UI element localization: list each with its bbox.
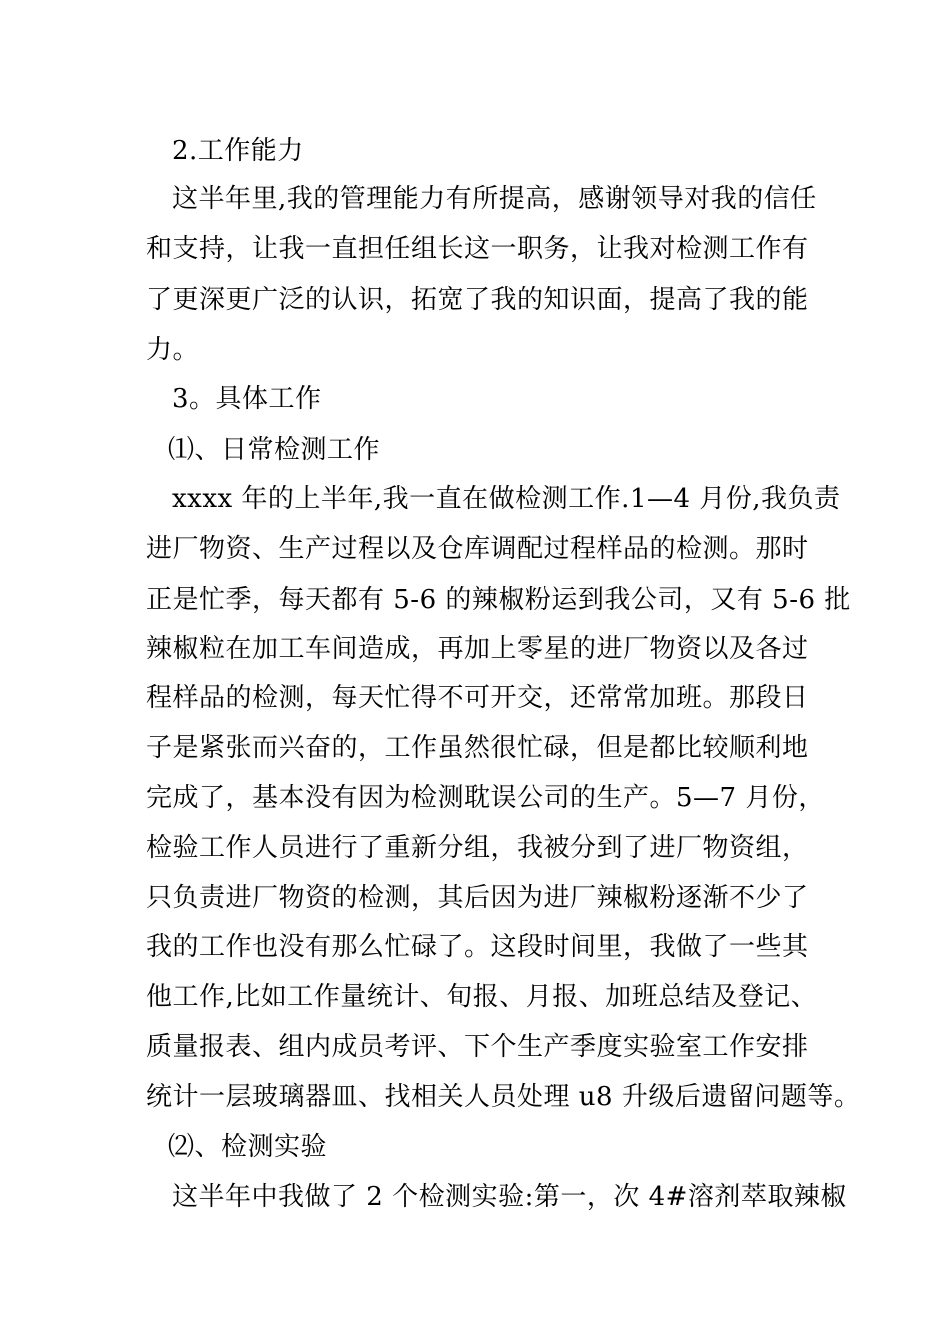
- paragraph-line: xxxx 年的上半年,我一直在做检测工作.1—4 月份,我负责: [172, 484, 841, 514]
- paragraph-line: 程样品的检测，每天忙得不可开交，还常常加班。那段日: [146, 683, 809, 713]
- paragraph-line: 力。: [146, 335, 200, 365]
- paragraph-line: 只负责进厂物资的检测，其后因为进厂辣椒粉逐渐不少了: [146, 883, 809, 913]
- paragraph-line: 了更深更广泛的认识，拓宽了我的知识面，提高了我的能: [146, 285, 809, 315]
- paragraph-line: 他工作,比如工作量统计、旬报、月报、加班总结及登记、: [146, 982, 818, 1012]
- paragraph-line: 子是紧张而兴奋的，工作虽然很忙碌，但是都比较顺利地: [146, 733, 809, 763]
- paragraph-line: 正是忙季，每天都有 5-6 的辣椒粉运到我公司，又有 5-6 批: [146, 585, 851, 615]
- paragraph-line: 检验工作人员进行了重新分组，我被分到了进厂物资组，: [146, 833, 809, 863]
- paragraph-line: 完成了，基本没有因为检测耽误公司的生产。5—7 月份，: [146, 783, 825, 813]
- section-heading-specific-work: 3。具体工作: [172, 384, 322, 414]
- paragraph-line: 和支持，让我一直担任组长这一职务，让我对检测工作有: [146, 234, 809, 264]
- subsection-heading-testing-experiments: ⑵、检测实验: [168, 1132, 328, 1162]
- paragraph-line: 统计一层玻璃器皿、找相关人员处理 u8 升级后遗留问题等。: [146, 1082, 861, 1112]
- paragraph-line: 我的工作也没有那么忙碌了。这段时间里，我做了一些其: [146, 932, 809, 962]
- paragraph-line: 辣椒粒在加工车间造成，再加上零星的进厂物资以及各过: [146, 634, 809, 664]
- paragraph-line: 进厂物资、生产过程以及仓库调配过程样品的检测。那时: [146, 534, 809, 564]
- paragraph-line: 这半年中我做了 2 个检测实验:第一，次 4#溶剂萃取辣椒: [172, 1182, 847, 1212]
- section-heading-work-ability: 2.工作能力: [172, 136, 304, 166]
- paragraph-line: 这半年里,我的管理能力有所提高，感谢领导对我的信任: [172, 184, 817, 214]
- subsection-heading-daily-testing: ⑴、日常检测工作: [168, 435, 381, 465]
- paragraph-line: 质量报表、组内成员考评、下个生产季度实验室工作安排: [146, 1032, 809, 1062]
